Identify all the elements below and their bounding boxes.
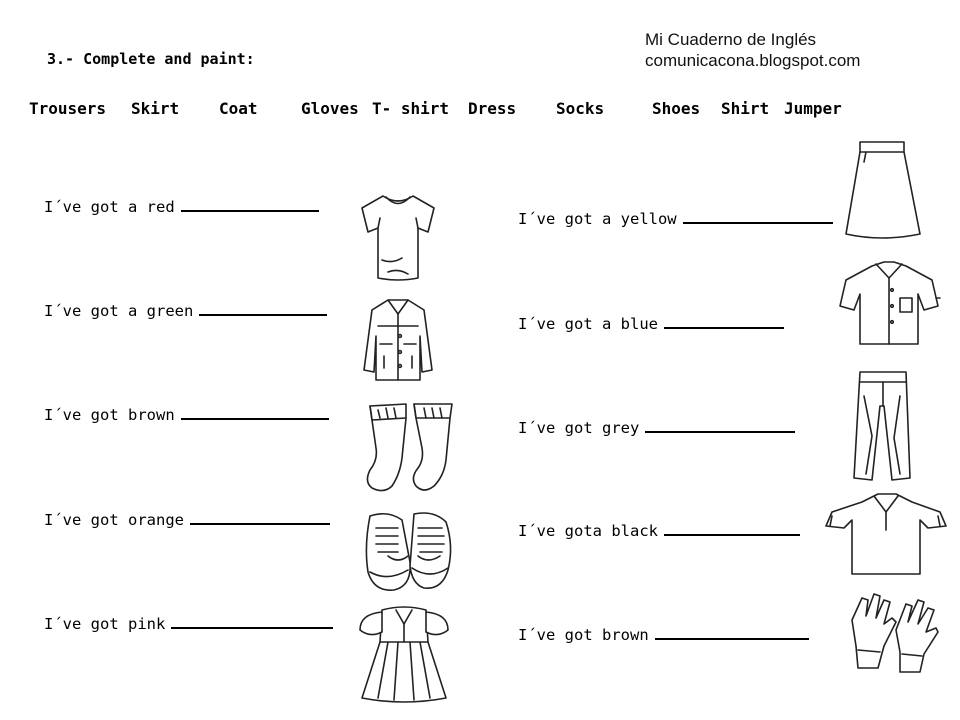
sentence-text: I´ve got pink [44, 615, 166, 633]
word-bank-item: Socks [556, 99, 605, 118]
exercise-title: 3.- Complete and paint: [47, 50, 255, 68]
sentence-right-3 [518, 417, 795, 437]
answer-blank[interactable] [655, 624, 809, 640]
answer-blank[interactable] [181, 404, 329, 420]
word-bank-item: Coat [219, 99, 258, 118]
sentence-text: I´ve got a yellow [518, 210, 677, 228]
answer-blank[interactable] [171, 613, 333, 629]
word-bank-item: Trousers [29, 99, 107, 118]
answer-blank[interactable] [683, 208, 833, 224]
word-bank-item: T- shirt [372, 99, 450, 118]
sentence-left-2 [44, 300, 327, 320]
word-bank-item: Skirt [131, 99, 180, 118]
trousers-icon [850, 366, 916, 486]
sentence-text: I´ve got a blue [518, 315, 658, 333]
shoes-icon [358, 506, 458, 598]
sentence-text: I´ve got brown [44, 406, 175, 424]
sentence-right-4 [518, 520, 800, 540]
skirt-icon [842, 138, 924, 246]
t-shirt-icon [358, 190, 438, 285]
sentence-left-3 [44, 404, 329, 424]
sentence-left-5 [44, 613, 333, 633]
word-bank-item: Dress [468, 99, 517, 118]
sentence-text: I´ve got orange [44, 511, 184, 529]
answer-blank[interactable] [199, 300, 327, 316]
shirt-icon [834, 258, 942, 348]
book-title: Mi Cuaderno de Inglés [645, 30, 817, 49]
blog-url: comunicacona.blogspot.com [645, 51, 861, 70]
answer-blank[interactable] [664, 313, 784, 329]
sentence-left-1 [44, 196, 319, 216]
jumper-icon [822, 490, 948, 582]
answer-blank[interactable] [664, 520, 800, 536]
word-bank-item: Gloves [301, 99, 359, 118]
word-bank-item: Shirt [721, 99, 770, 118]
sentence-right-1 [518, 208, 833, 228]
sentence-right-2 [518, 313, 784, 333]
answer-blank[interactable] [190, 509, 330, 525]
word-bank-item: Shoes [652, 99, 701, 118]
gloves-icon [844, 590, 942, 674]
sentence-left-4 [44, 509, 330, 529]
sentence-text: I´ve got a green [44, 302, 194, 320]
dress-icon [354, 602, 454, 714]
coat-icon [362, 296, 434, 384]
answer-blank[interactable] [645, 417, 795, 433]
sentence-text: I´ve gota black [518, 522, 658, 540]
answer-blank[interactable] [181, 196, 319, 212]
sentence-text: I´ve got grey [518, 419, 640, 437]
sentence-right-5 [518, 624, 809, 644]
socks-icon [362, 398, 462, 496]
sentence-text: I´ve got a red [44, 198, 175, 216]
sentence-text: I´ve got brown [518, 626, 649, 644]
word-bank-item: Jumper [784, 99, 842, 118]
